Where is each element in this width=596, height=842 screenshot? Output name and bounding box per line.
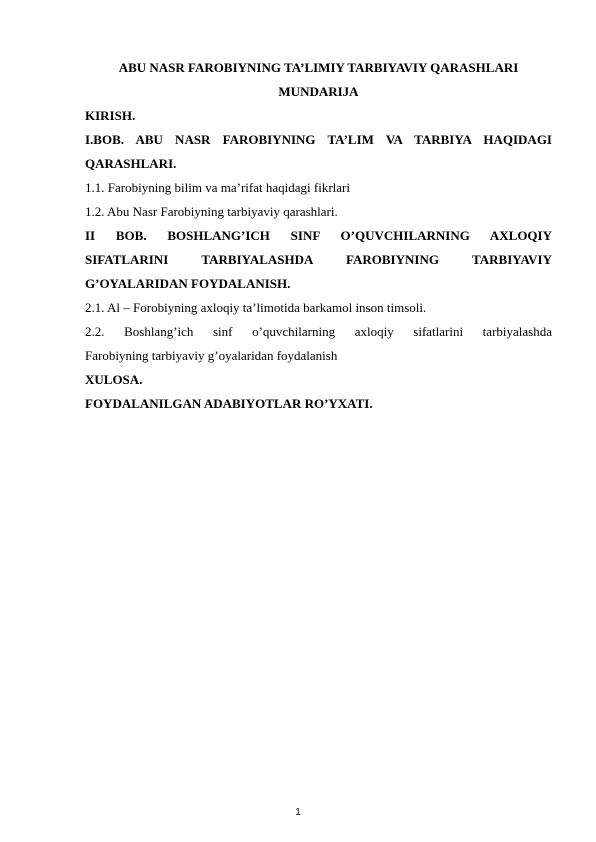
document-title: ABU NASR FAROBIYNING TA’LIMIY TARBIYAVIY QARASHLARI — [118, 60, 519, 75]
toc-item-references: FOYDALANILGAN ADABIYOTLAR RO’YXATI. — [85, 396, 373, 411]
toc-item-chapter1-line1: I.BOB. ABU NASR FAROBIYNING TA’LIM VA TARBIYA HAQIDAGI — [85, 132, 552, 147]
toc-item-section-2-2-line2: Farobiyning tarbiyaviy g’oyalaridan foydalanish — [85, 348, 338, 363]
toc-item-chapter2-line3: G’OYALARIDAN FOYDALANISH. — [85, 276, 291, 291]
toc-item-conclusion: XULOSA. — [85, 372, 143, 387]
toc-item-chapter1-line2: QARASHLARI. — [85, 156, 177, 171]
toc-item-chapter2-line2: SIFATLARINI TARBIYALASHDA FAROBIYNING TARBIYAVIY — [85, 252, 552, 267]
toc-heading: MUNDARIJA — [278, 84, 359, 99]
toc-item-section-2-1: 2.1. Al – Forobiyning axloqiy ta’limotida barkamol inson timsoli. — [85, 300, 427, 315]
toc-item-section-2-2-line1: 2.2. Boshlang’ich sinf o’quvchilarning axloqiy sifatlarini tarbiyalashda — [85, 324, 552, 339]
toc-item-chapter2-line1: II BOB. BOSHLANG’ICH SINF O’QUVCHILARNING AXLOQIY — [85, 228, 552, 243]
toc-item-section-1-2: 1.2. Abu Nasr Farobiyning tarbiyaviy qarashlari. — [85, 204, 338, 219]
toc-item-section-1-1: 1.1. Farobiyning bilim va ma’rifat haqidagi fikrlari — [85, 180, 350, 195]
page-number: 1 — [295, 807, 301, 818]
toc-item-intro: KIRISH. — [85, 108, 136, 123]
